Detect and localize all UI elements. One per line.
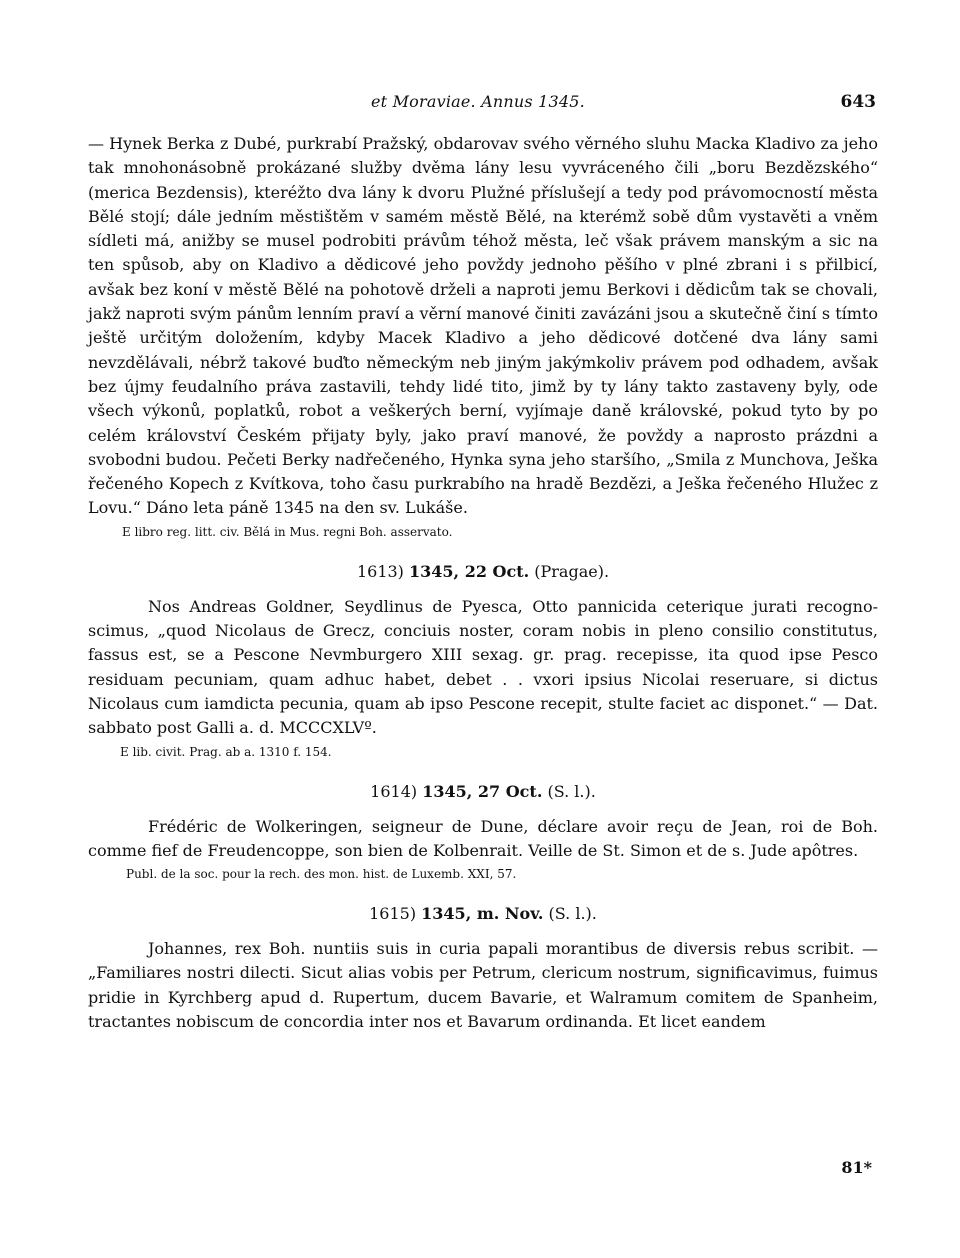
document-number: 1615) <box>369 904 417 924</box>
running-head <box>88 92 878 116</box>
document-heading <box>88 780 878 804</box>
document-number: 1613) <box>356 561 404 581</box>
document-heading <box>88 902 878 926</box>
document-entry-1613 <box>88 560 878 761</box>
document-entry-1614 <box>88 780 878 884</box>
document-heading <box>88 560 878 584</box>
document-paragraph: Johannes, rex Boh. nuntiis suis in curia papali morantibus de diversis rebus scribit. — „Familiares nostri dilecti. Sicut alias vobis per Petrum, clericum nostrum, significavimus, fuimus pridie in Kyrchberg apud d. Rupertum, ducem Bavarie, et Walramum comitem de Spanheim, tractantes nobiscum de concordia inter nos et Bavarum ordinanda. Et licet eandem <box>88 939 878 1032</box>
document-place: (S. l.). <box>547 781 596 801</box>
document-paragraph: Nos Andreas Goldner, Seydlinus de Pyesca, Otto pannicida ceterique jurati recognoscimus, „quod Nicolaus de Grecz, conciuis noster, coram nobis in pleno consilio constitutus, fassus est, se a Pescone Nevmburgero XIII sexag. gr. prag. recepisse, ita quod ipse Pesco residuam pecuniam, quam adhuc habet, debet . . vxori ipsius Nicolai reseruare, si dictus Nicolaus cum iamdicta pecunia, quam ab ipso Pescone recepit, stulte faciet ac disponet.“ — Dat. sabbato post Galli a. d. MCCCXLVº. <box>88 596 878 738</box>
document-date: 1345, 22 Oct. <box>409 561 530 581</box>
document-place: (Pragae). <box>534 561 610 581</box>
signature-mark: 81* <box>841 1158 872 1177</box>
document-paragraph: — Hynek Berka z Dubé, purkrabí Pražský, obdarovav svého věrného sluhu Macka Kladivo za jeho tak mnohonásobně prokázané služby dvěma lány lesu vyvráceného čili „boru Bezdězského“ (merica Bezdensis), kteréžto dva lány k dvoru Plužné příslušejí a tedy pod právomocností města Bělé stojí; dále jedním městištěm v samém městě Bělé, na kterémž sobě dům vystavěti a vněm sídleti má, anižby se musel podrobiti právům téhož města, leč však právem manským a sic na ten spůsob, aby on Kladivo a dědicové jeho povždy jednoho pěšího v plné zbrani i s přilbicí, avšak bez koní v městě Bělé na pohotově drželi a naproti jemu Berkovi i dědicům tak se chovali, jakž naproti svým pánům lenním praví a věrní manové činiti zavázáni jsou a skutečně činí s tímto ještě určitým doložením, kdyby Macek Kladivo a jeho dědicové dotčené dva lány sami nevzdělávali, nébrž takové buďto německým neb jiným jakýmkoliv právem pod odhadem, avšak bez újmy feudalního práva zastavili, tehdy lidé tito, jimž by ty lány takto zastaveny byly, ode všech výkonů, poplatků, robot a veškerých berní, vyjímaje daně královské, pokud tyto by po celém království Českém přijaty byly, jako praví manové, že povždy a naprosto prázdni a svobodni budou. Pečeti Berky nadřečeného, Hynka syna jeho staršího, „Smila z Munchova, Ješka řečeného Kopech z Kvítkova, toho času purkrabího na hradě Bezdězi, a Ješka řečeného Hlužec z Lovu.“ Dáno leta páně 1345 na den sv. Lukáše. <box>88 134 878 518</box>
document-entry-1612 <box>88 132 878 541</box>
document-date: 1345, m. Nov. <box>421 904 544 924</box>
page-number: 643 <box>840 92 876 112</box>
running-title: et Moraviae. Annus 1345. <box>371 92 585 111</box>
source-citation: Publ. de la soc. pour la rech. des mon. hist. de Luxemb. XXI, 57. <box>126 867 517 882</box>
document-entry-1615 <box>88 902 878 1034</box>
document-place: (S. l.). <box>548 904 597 924</box>
document-body <box>88 132 878 1034</box>
document-paragraph: Frédéric de Wolkeringen, seigneur de Dune, déclare avoir reçu de Jean, roi de Boh. comme fief de Freudencoppe, son bien de Kolbenrait. Veille de St. Simon et de s. Jude apôtres. <box>88 816 878 860</box>
document-number: 1614) <box>370 781 418 801</box>
document-date: 1345, 27 Oct. <box>422 781 543 801</box>
source-citation: E libro reg. litt. civ. Bělá in Mus. regni Boh. asservato. <box>122 524 453 539</box>
source-citation: E lib. civit. Prag. ab a. 1310 f. 154. <box>120 744 332 759</box>
